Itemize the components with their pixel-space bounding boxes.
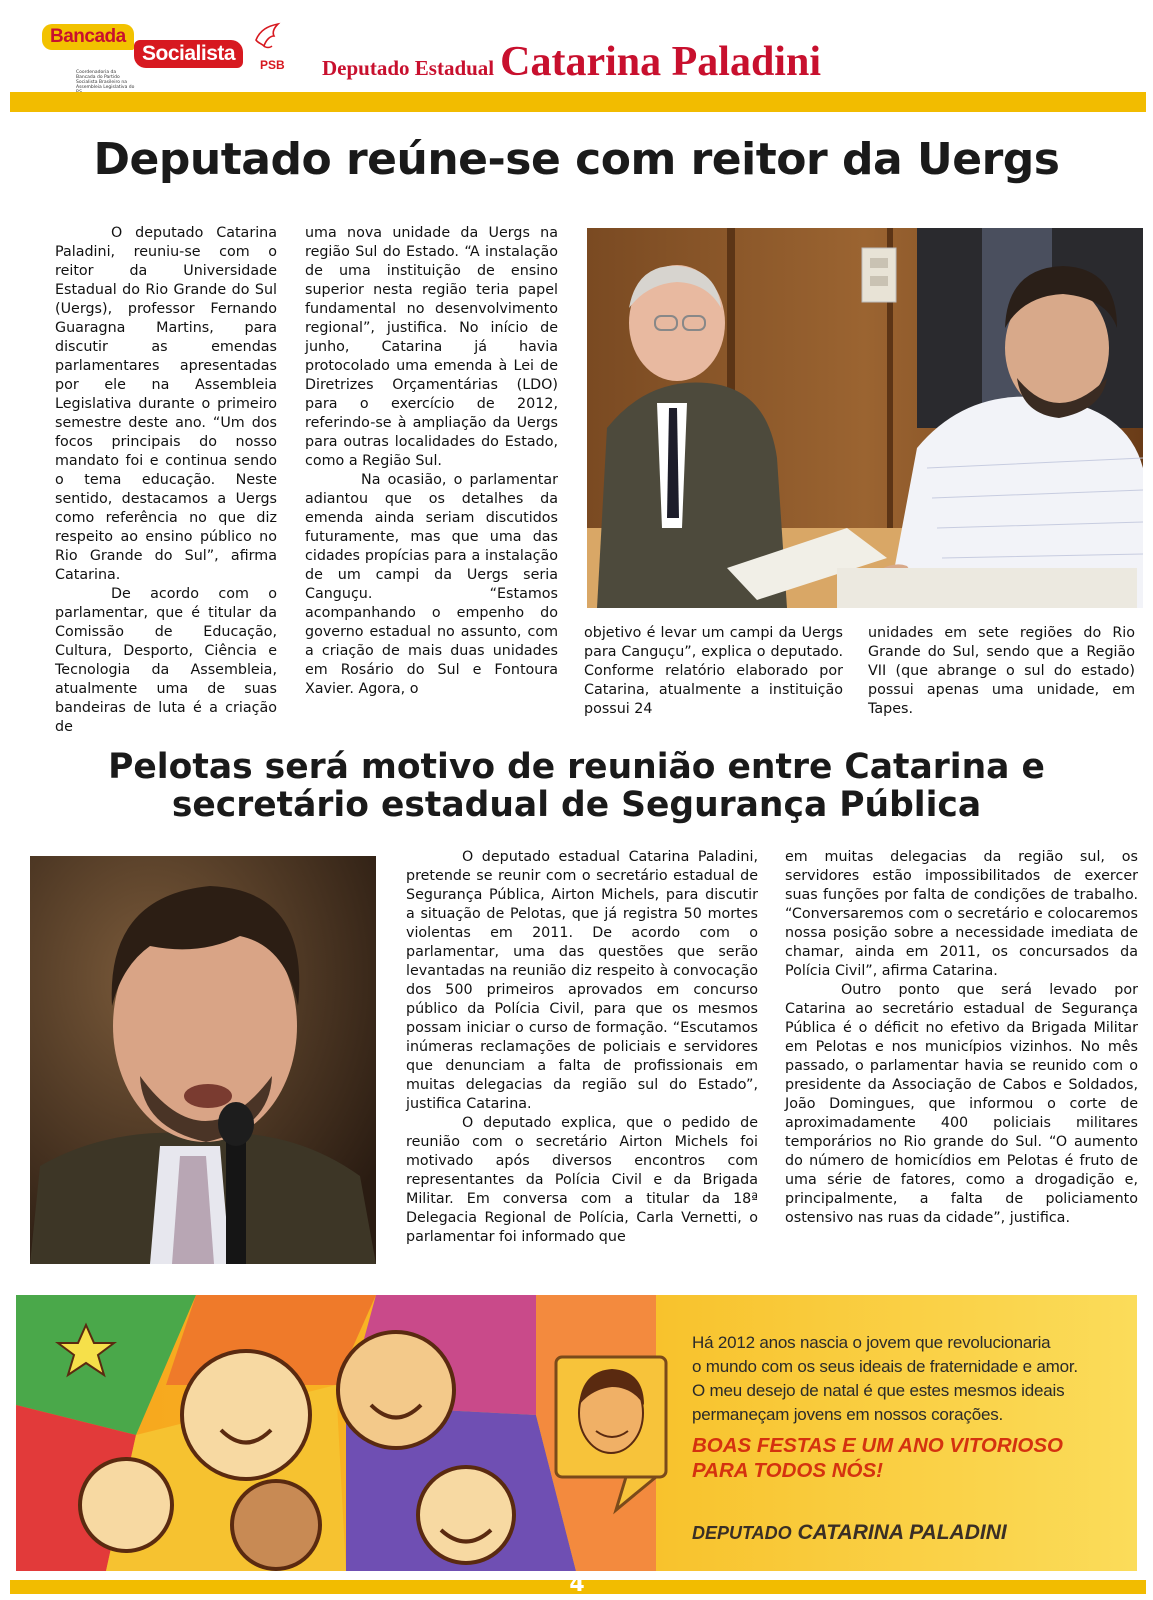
logo-bancada-text: Bancada xyxy=(42,24,134,50)
banner-signature-prefix: DEPUTADO xyxy=(692,1523,792,1543)
article2-col1-paragraph: O deputado estadual Catarina Paladini, pretende se reunir com o secretário estadual de Segurança Pública, Airton Michels, para discutir a situação de Pelotas, que já registra 50 mortes violentas em 2011. De acordo com o parlamentar, uma das questões que serão levantadas na reunião diz respeito à convocação dos 500 primeiros aprovados em concurso público da Polícia Civil, para que os mesmos possam iniciar o curso de formação. “Escutamos inúmeras reclamações de policiais e servidores que denunciam a falta de profissionais em muitas delegacias da região sul do Estado”, justifica Catarina. xyxy=(406,849,758,1112)
bancada-socialista-logo xyxy=(38,20,285,90)
christmas-banner xyxy=(16,1295,1137,1571)
psb-label: PSB xyxy=(260,58,285,72)
masthead-title-name: Catarina Paladini xyxy=(500,39,822,85)
logo-subtitle: Coordenadoria da Bancada do Partido Socialista Brasileiro na Assembleia Legislativa do xyxy=(76,70,135,90)
page-number: 4 xyxy=(569,1572,585,1597)
logo-socialista-text: Socialista xyxy=(134,40,243,68)
article1-column-3 xyxy=(584,624,843,719)
banner-message-line: O meu desejo de natal é que estes mesmos ideais xyxy=(692,1381,1065,1400)
banner-signature-name: CATARINA PALADINI xyxy=(797,1521,1007,1544)
meeting-photo xyxy=(587,228,1143,608)
article1-headline: Deputado reúne-se com reitor da Uergs xyxy=(93,134,1060,185)
portrait-illustration xyxy=(30,856,376,1264)
article2-headline-line1: Pelotas será motivo de reunião entre Catarina e xyxy=(108,747,1045,787)
article1-col1-paragraph: De acordo com o parlamentar, que é titular da Comissão de Educação, Cultura, Desporto, Ciência e Tecnologia da Assembleia, atualmente uma de suas bandeiras de luta é a criação de xyxy=(55,586,277,735)
article1-column-1 xyxy=(55,224,277,737)
article1-col2-paragraph: Na ocasião, o parlamentar adiantou que os detalhes da emenda ainda seriam discutidos futuramente, mas que uma das cidades propícias para a instalação de um campi da Uergs seria Canguçu. “Estamos acompanhando o empenho do governo estadual no assunto, com a criação de mais duas unidades em Rosário do Sul e Fontoura Xavier. Agora, o xyxy=(305,472,558,697)
article1-col1-paragraph: O deputado Catarina Paladini, reuniu-se com o reitor da Universidade Estadual do Rio Grande do Sul (Uergs), professor Fernando Guaragna Martins, para discutir as emendas parlamentares apresentadas por ele na Assembleia Legislativa durante o primeiro semestre deste ano. “Um dos focos principais do nosso mandato foi e continua sendo o tema educação. Neste sentido, destacamos a Uergs como referência no que diz respeito ao ensino público no Rio Grande do Sul”, afirma Catarina. xyxy=(55,225,277,583)
article2-headline-line2: secretário estadual de Segurança Pública xyxy=(171,785,982,825)
catarina-portrait-photo xyxy=(30,856,376,1264)
article1-column-2 xyxy=(305,224,558,699)
banner-message-line: permaneçam jovens em nossos corações. xyxy=(692,1405,1004,1424)
meeting-photo-illustration xyxy=(587,228,1143,608)
banner-slogan xyxy=(692,1433,1132,1483)
article2-col1-paragraph: O deputado explica, que o pedido de reunião com o secretário Airton Michels foi motivado após diversos encontros com representantes da Polícia Civil e da Brigada Militar. Em conversa com a titular da 18ª Delegacia Regional de Polícia, Carla Vernetti, o parlamentar foi informado que xyxy=(406,1115,758,1245)
article2-headline xyxy=(20,748,1133,824)
article2-column-1 xyxy=(406,848,758,1247)
article1-col4-paragraph: unidades em sete regiões do Rio Grande do Sul, sendo que a Região VII (que abrange o sul do estado) possui apenas uma unidade, em Tapes. xyxy=(868,625,1135,717)
banner-message-line: o mundo com os seus ideais de fraternidade e amor. xyxy=(692,1357,1078,1376)
article1-col3-paragraph: objetivo é levar um campi da Uergs para Canguçu”, explica o deputado. Conforme relatório elaborado por Catarina, atualmente a instituição possui 24 xyxy=(584,625,843,717)
dove-icon xyxy=(252,20,282,54)
article2-col2-paragraph: em muitas delegacias da região sul, os servidores estão impossibilitados de exercer suas funções por falta de condições de trabalho. “Conversaremos com o secretário e colocaremos nossa posição sobre a necessidade imediata de chamar, ainda em 2011, os concursados da Polícia Civil”, afirma Catarina. xyxy=(785,849,1138,979)
banner-slogan-line2: PARA TODOS NÓS! xyxy=(692,1459,883,1482)
banner-slogan-line1: BOAS FESTAS E UM ANO VITORIOSO xyxy=(692,1434,1063,1457)
banner-message-line: Há 2012 anos nascia o jovem que revolucionaria xyxy=(692,1333,1051,1352)
masthead-title-prefix: Deputado Estadual xyxy=(322,56,495,80)
article2-col2-paragraph: Outro ponto que será levado por Catarina ao secretário estadual de Segurança Pública é o déficit no efetivo da Brigada Militar em Pelotas e nos municípios vizinhos. No mês passado, o parlamentar havia se reunido com o presidente da Associação de Cabos e Soldados, João Domingues, que informou o corte de aproximadamente 400 policiais militares temporários no Rio grande do Sul. “O aumento do número de homicídios em Pelotas é fruto de uma série de fatores, como a drogadição e, principalmente, a falta de policiamento ostensivo nas ruas da cidade”, justifica. xyxy=(785,982,1138,1226)
top-yellow-bar xyxy=(10,92,1146,112)
banner-signature xyxy=(692,1521,1132,1545)
banner-message xyxy=(692,1331,1132,1427)
article1-column-4 xyxy=(868,624,1135,719)
article1-col2-paragraph: uma nova unidade da Uergs na região Sul do Estado. “A instalação de uma instituição de ensino superior nesta região teria papel fundamental no desenvolvimento regional”, justifica. No início de junho, Catarina já havia protocolado uma emenda à Lei de Diretrizes Orçamentárias (LDO) para o exercício de 2012, referindo-se à ampliação da Uergs para outras localidades do Estado, como a Região Sul. xyxy=(305,225,558,469)
masthead-title xyxy=(322,38,821,86)
article2-column-2 xyxy=(785,848,1138,1228)
